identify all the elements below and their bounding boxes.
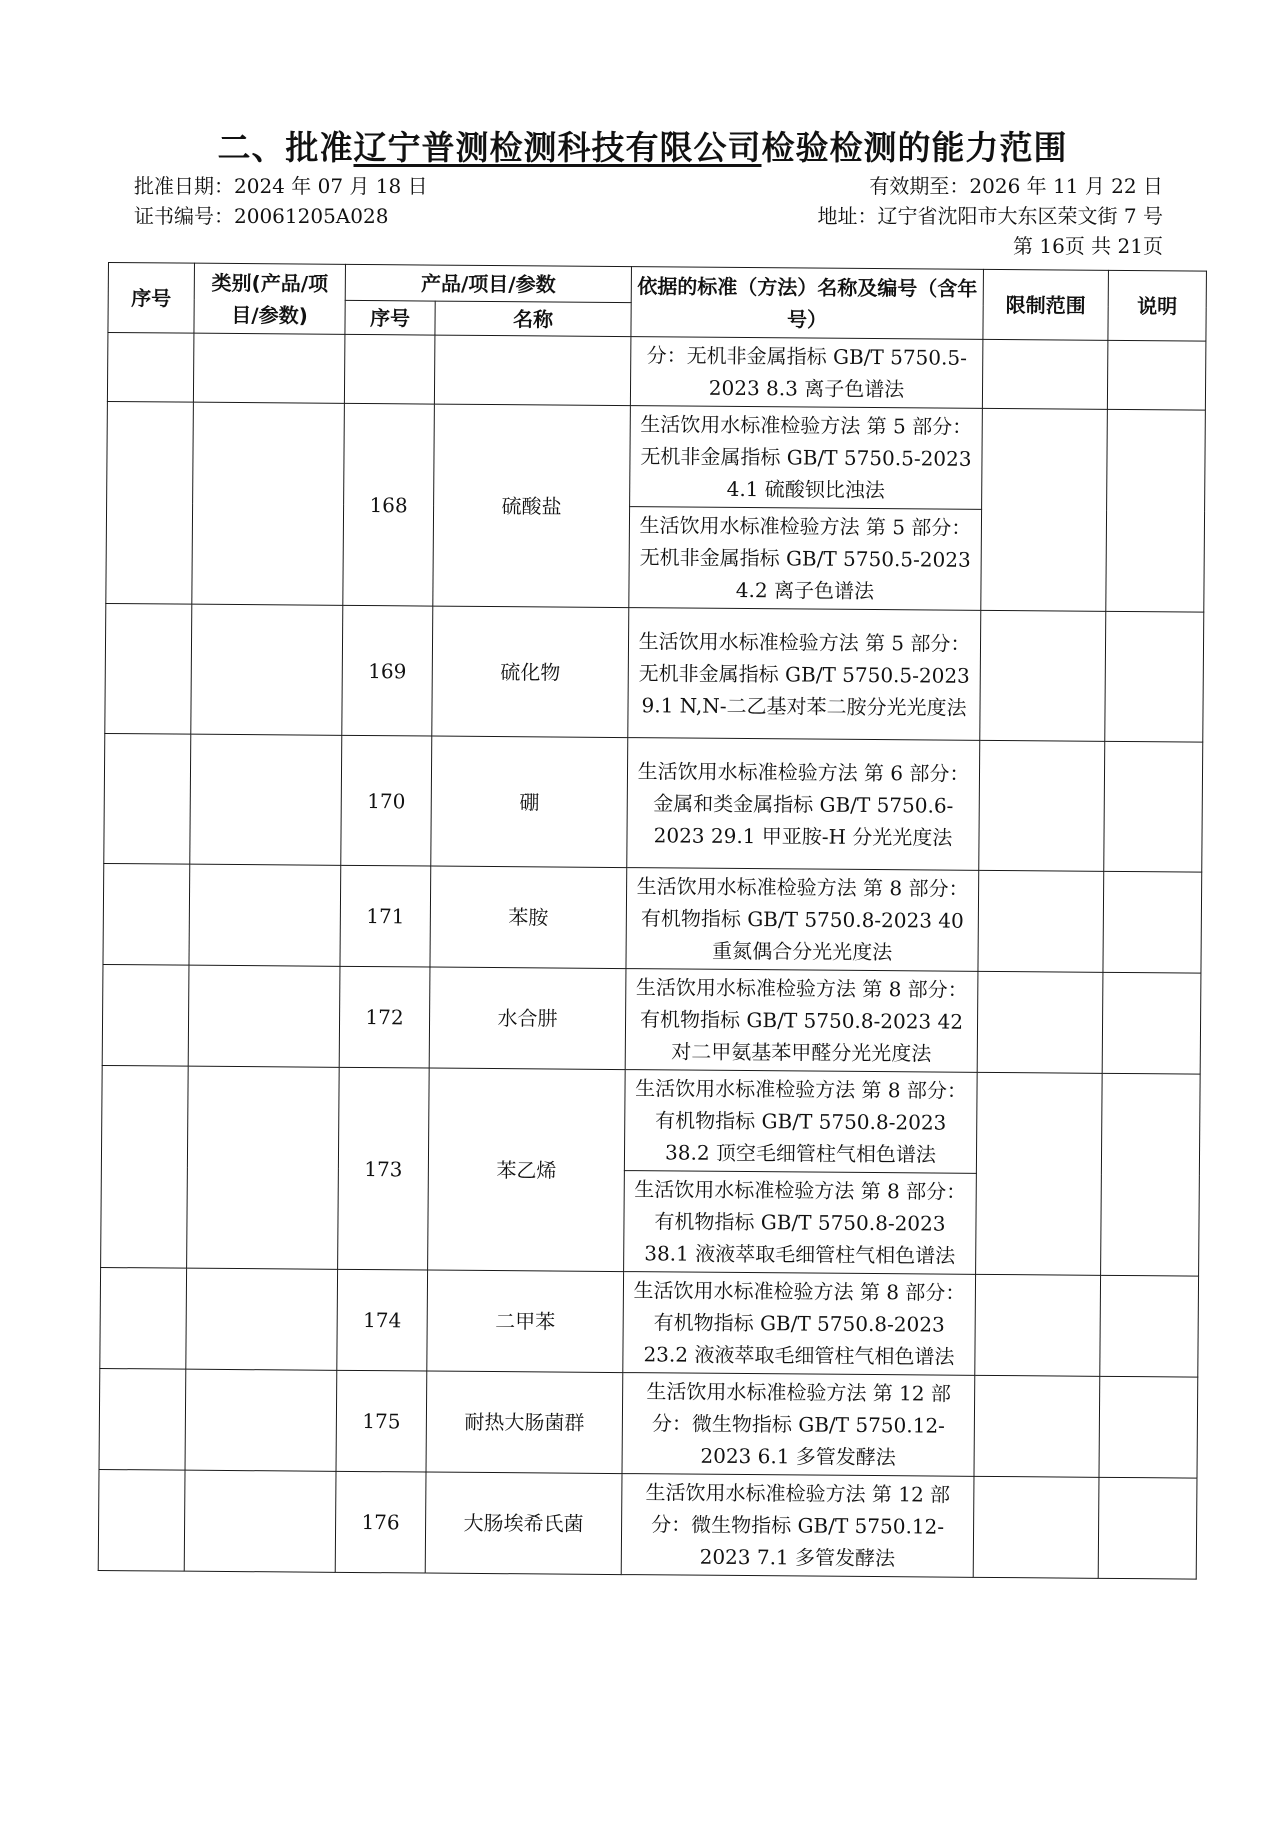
approval-date: 批准日期：2024 年 07 月 18 日 <box>134 174 428 198</box>
table-row <box>103 863 1202 973</box>
item-name: 耐热大肠菌群 <box>426 1371 623 1474</box>
standard-cell: 生活饮用水标准检验方法 第 8 部分：有机物指标 GB/T 5750.8-2023 38.1 液液萃取毛细管柱气相色谱法 <box>624 1171 977 1275</box>
item-no: 174 <box>337 1269 428 1371</box>
item-no: 172 <box>339 966 430 1068</box>
item-no: 170 <box>341 735 432 866</box>
standard-cell: 生活饮用水标准检验方法 第 5 部分：无机非金属指标 GB/T 5750.5-2023 4.2 离子色谱法 <box>629 507 982 611</box>
item-no: 173 <box>338 1067 430 1270</box>
header-limit: 限制范围 <box>983 269 1109 340</box>
header-standard: 依据的标准（方法）名称及编号（含年号） <box>631 267 984 340</box>
table-row <box>102 964 1201 1074</box>
table-row <box>105 603 1204 742</box>
standard-cell: 生活饮用水标准检验方法 第 12 部分：微生物指标 GB/T 5750.12-2023 7.1 多管发酵法 <box>621 1474 974 1578</box>
standard-cell: 生活饮用水标准检验方法 第 12 部分：微生物指标 GB/T 5750.12-2023 6.1 多管发酵法 <box>622 1373 975 1477</box>
standard-cell: 分：无机非金属指标 GB/T 5750.5-2023 8.3 离子色谱法 <box>630 337 983 409</box>
standard-cell: 生活饮用水标准检验方法 第 8 部分：有机物指标 GB/T 5750.8-2023 40 重氮偶合分光光度法 <box>626 868 979 972</box>
item-name: 硫酸盐 <box>433 404 631 608</box>
header-category: 类别(产品/项目/参数) <box>194 263 346 334</box>
item-name: 二甲苯 <box>427 1270 624 1373</box>
header-note: 说明 <box>1108 270 1207 341</box>
certificate-number: 证书编号：20061205A028 <box>134 204 389 228</box>
valid-until: 有效期至：2026 年 11 月 22 日 <box>869 174 1163 198</box>
page-number: 第 16页 共 21页 <box>1013 234 1163 258</box>
item-name: 苯胺 <box>430 866 627 969</box>
item-no: 176 <box>335 1471 426 1573</box>
header-sub-seq: 序号 <box>345 300 435 335</box>
standard-cell: 生活饮用水标准检验方法 第 6 部分：金属和类金属指标 GB/T 5750.6-2023 29.1 甲亚胺-H 分光光度法 <box>627 738 980 871</box>
table-row <box>100 1267 1199 1377</box>
item-no: 171 <box>340 865 431 967</box>
standard-cell: 生活饮用水标准检验方法 第 8 部分：有机物指标 GB/T 5750.8-2023 42 对二甲氨基苯甲醛分光光度法 <box>625 969 978 1073</box>
company-name: 辽宁普测检测科技有限公司 <box>353 128 762 167</box>
scope-table <box>98 262 1207 1580</box>
page-title: 二、批准辽宁普测检测科技有限公司检验检测的能力范围 <box>217 128 1068 167</box>
item-no <box>344 334 435 404</box>
item-name: 硼 <box>431 736 628 868</box>
header-seq: 序号 <box>108 263 195 334</box>
standard-cell: 生活饮用水标准检验方法 第 8 部分：有机物指标 GB/T 5750.8-2023 23.2 液液萃取毛细管柱气相色谱法 <box>623 1272 976 1376</box>
item-no: 169 <box>342 605 433 736</box>
table-row <box>99 1368 1198 1478</box>
standard-cell: 生活饮用水标准检验方法 第 5 部分：无机非金属指标 GB/T 5750.5-2023 4.1 硫酸钡比浊法 <box>630 406 983 510</box>
header-product-group: 产品/项目/参数 <box>345 264 631 302</box>
item-name: 硫化物 <box>432 606 629 738</box>
item-name: 水合肼 <box>429 967 626 1070</box>
table-row <box>104 733 1203 872</box>
table-row <box>98 1469 1197 1579</box>
item-name: 大肠埃希氏菌 <box>425 1472 622 1575</box>
item-name: 苯乙烯 <box>428 1068 626 1272</box>
standard-cell: 生活饮用水标准检验方法 第 8 部分：有机物指标 GB/T 5750.8-2023 38.2 顶空毛细管柱气相色谱法 <box>624 1070 977 1174</box>
table-row <box>107 401 1206 511</box>
address: 地址：辽宁省沈阳市大东区荣文街 7 号 <box>817 204 1163 228</box>
standard-cell: 生活饮用水标准检验方法 第 5 部分：无机非金属指标 GB/T 5750.5-2023 9.1 N,N-二乙基对苯二胺分光光度法 <box>628 608 981 741</box>
item-name <box>434 335 631 406</box>
header-sub-name: 名称 <box>435 301 631 337</box>
table-row <box>101 1065 1200 1175</box>
item-no: 175 <box>336 1370 427 1472</box>
item-no: 168 <box>343 403 435 606</box>
table-row <box>107 333 1206 411</box>
